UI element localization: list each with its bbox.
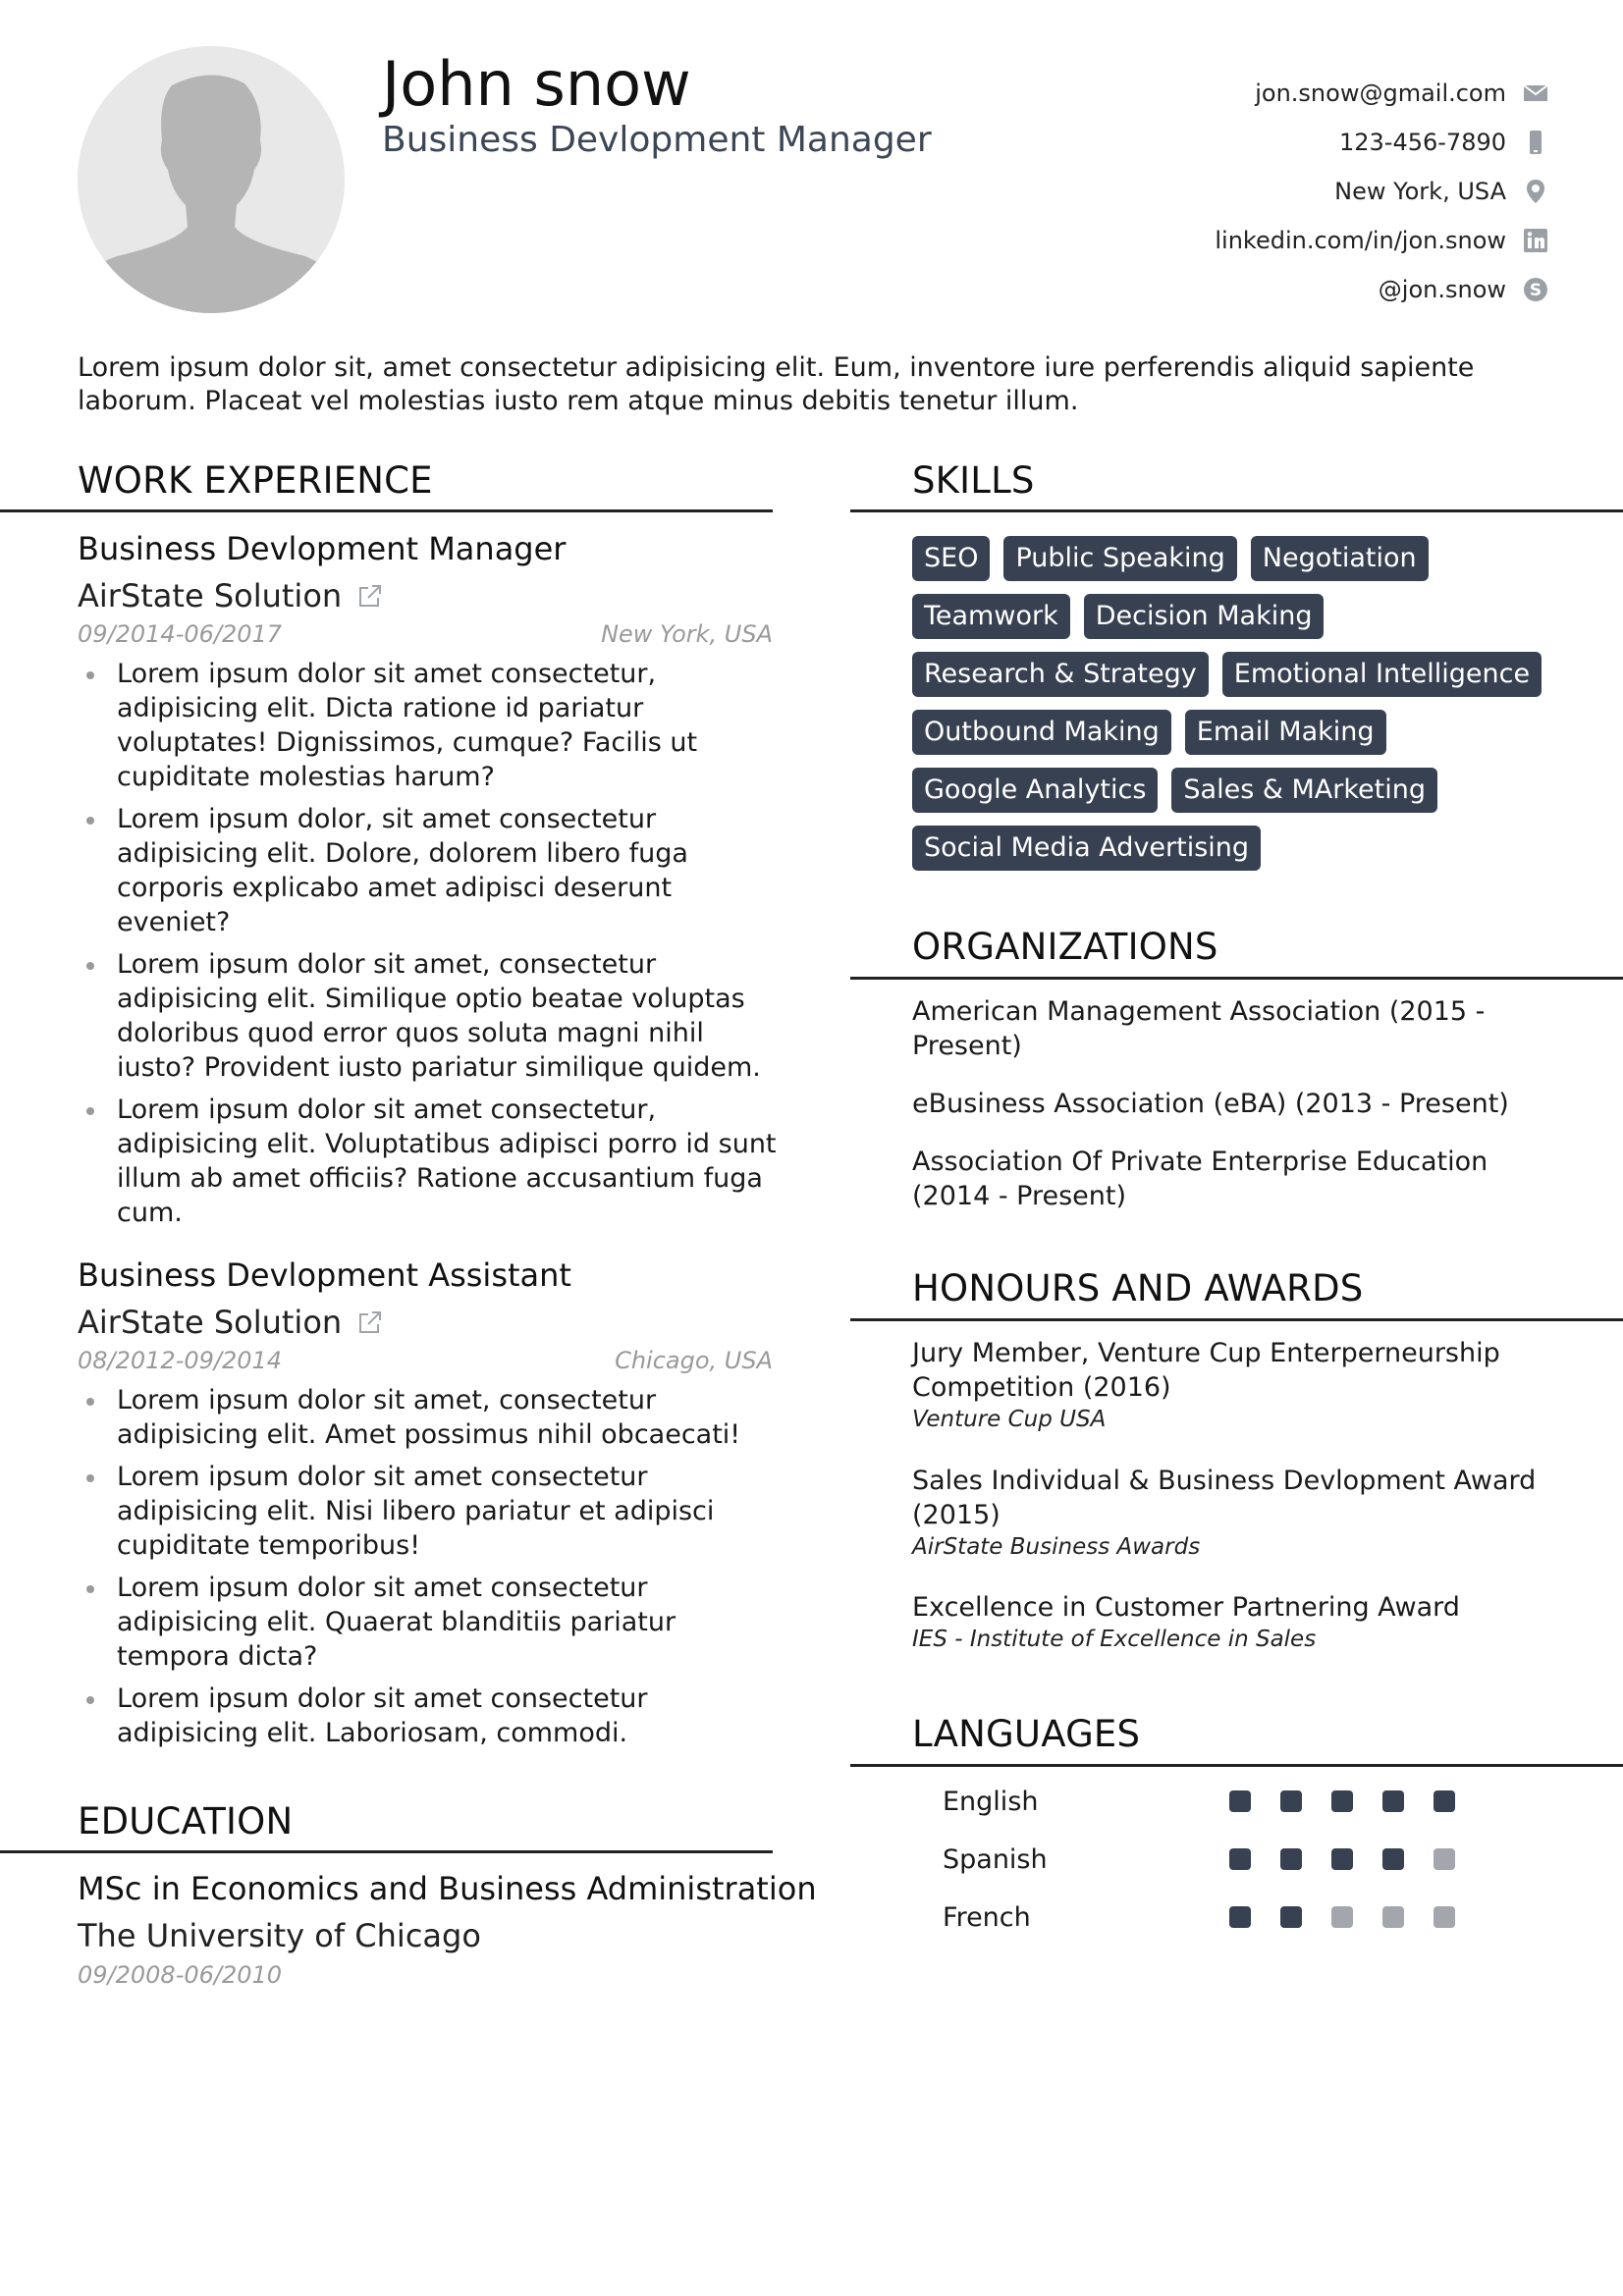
skill-tag: Outbound Making <box>912 710 1171 755</box>
award-title: Excellence in Customer Partnering Award <box>912 1592 1460 1623</box>
level-dot-filled <box>1382 1790 1404 1812</box>
level-dot-empty <box>1434 1848 1455 1870</box>
award-item <box>912 1336 1541 1434</box>
organization-item: American Management Association (2015 - Present) <box>912 996 1486 1061</box>
level-dot-filled <box>1229 1906 1251 1928</box>
list-item: Lorem ipsum dolor sit amet consectetur adipisicing elit. Quaerat blanditiis pariatur tempora dicta? <box>78 1571 784 1674</box>
language-level <box>1229 1848 1455 1870</box>
language-name: English <box>943 1786 1039 1817</box>
education-heading: EDUCATION <box>78 1800 294 1842</box>
job-2-company-name: AirState Solution <box>78 1304 343 1341</box>
award-title: Jury Member, Venture Cup Enterperneurship Competition (2016) <box>912 1338 1500 1403</box>
languages-heading: LANGUAGES <box>912 1713 1141 1755</box>
external-link-icon[interactable] <box>357 1309 383 1335</box>
level-dot-filled <box>1280 1906 1302 1928</box>
contact-location-text: New York, USA <box>1334 178 1506 205</box>
email-icon <box>1523 80 1548 106</box>
skill-tag: Email Making <box>1185 710 1386 755</box>
job-1-meta <box>78 619 773 649</box>
level-dot-filled <box>1382 1848 1404 1870</box>
award-item <box>912 1590 1541 1654</box>
level-dot-filled <box>1280 1790 1302 1812</box>
education-divider <box>0 1850 773 1853</box>
list-item: Lorem ipsum dolor, sit amet consectetur adipisicing elit. Dolore, dolorem libero fuga corporis explicabo amet adipisci deserunt eveniet? <box>78 802 784 939</box>
job-2-location: Chicago, USA <box>615 1347 773 1374</box>
skype-icon <box>1523 277 1548 302</box>
contact-phone[interactable] <box>999 118 1548 167</box>
level-dot-filled <box>1331 1790 1353 1812</box>
summary: Lorem ipsum dolor sit, amet consectetur adipisicing elit. Eum, inventore iure perferendis aliquid sapiente laborum. Placeat vel molestias iusto rem atque minus debitis tenetur illum. <box>78 352 1475 416</box>
job-2-title: Business Devlopment Assistant <box>78 1256 571 1294</box>
organization-item: Association Of Private Enterprise Education (2014 - Present) <box>912 1147 1488 1211</box>
award-organization: IES - Institute of Excellence in Sales <box>912 1627 1317 1652</box>
skills-list <box>912 536 1560 871</box>
skill-tag: Emotional Intelligence <box>1222 652 1542 697</box>
candidate-role: Business Devlopment Manager <box>382 120 932 160</box>
job-1-dates: 09/2014-06/2017 <box>78 620 283 648</box>
location-icon <box>1523 179 1548 204</box>
organizations-divider <box>850 977 1623 980</box>
language-name: Spanish <box>943 1843 1048 1875</box>
job-2-dates: 08/2012-09/2014 <box>78 1347 283 1374</box>
linkedin-icon <box>1523 228 1548 253</box>
contact-location[interactable] <box>999 167 1548 216</box>
skill-tag: Public Speaking <box>1003 536 1236 581</box>
award-organization: AirState Business Awards <box>912 1534 1201 1560</box>
skill-tag: Teamwork <box>912 594 1070 639</box>
organization-item: eBusiness Association (eBA) (2013 - Present) <box>912 1089 1509 1119</box>
skill-tag: SEO <box>912 536 990 581</box>
contact-phone-text: 123-456-7890 <box>1338 129 1506 156</box>
contact-email[interactable] <box>999 69 1548 118</box>
education-dates: 09/2008-06/2010 <box>78 1961 283 1989</box>
language-row <box>943 1840 1492 1879</box>
avatar <box>78 46 345 313</box>
level-dot-filled <box>1280 1848 1302 1870</box>
list-item: Lorem ipsum dolor sit amet consectetur adipisicing elit. Nisi libero pariatur et adipisci cupiditate temporibus! <box>78 1460 784 1563</box>
list-item: Lorem ipsum dolor sit amet, consectetur adipisicing elit. Similique optio beatae voluptas doloribus quod error quos soluta magni nihil iusto? Provident iusto pariatur similique quidem. <box>78 947 784 1085</box>
job-1-title: Business Devlopment Manager <box>78 530 567 567</box>
svg-text:S: S <box>1529 281 1542 300</box>
award-title: Sales Individual & Business Devlopment Award (2015) <box>912 1466 1537 1530</box>
skill-tag: Social Media Advertising <box>912 826 1261 871</box>
job-2-company[interactable] <box>78 1303 383 1342</box>
list-item: Lorem ipsum dolor sit amet consectetur, adipisicing elit. Dicta ratione id pariatur voluptates! Dignissimos, cumque? Facilis ut cupiditate molestias harum? <box>78 657 784 794</box>
level-dot-filled <box>1229 1848 1251 1870</box>
list-item: Lorem ipsum dolor sit amet consectetur, adipisicing elit. Voluptatibus adipisci porro id sunt illum ab amet officiis? Ratione accusantium fuga cum. <box>78 1093 784 1230</box>
job-2-bullets <box>78 1383 784 1758</box>
language-row <box>943 1782 1492 1821</box>
list-item: Lorem ipsum dolor sit amet consectetur adipisicing elit. Laboriosam, commodi. <box>78 1682 784 1750</box>
contact-skype[interactable] <box>999 265 1548 314</box>
language-row <box>943 1897 1492 1937</box>
skill-tag: Google Analytics <box>912 768 1158 813</box>
contact-linkedin[interactable] <box>999 216 1548 265</box>
work-experience-divider <box>0 509 773 512</box>
level-dot-filled <box>1434 1790 1455 1812</box>
awards-divider <box>850 1318 1623 1321</box>
awards-heading: HONOURS AND AWARDS <box>912 1267 1364 1309</box>
contact-linkedin-text: linkedin.com/in/jon.snow <box>1215 227 1506 254</box>
skill-tag: Decision Making <box>1084 594 1325 639</box>
external-link-icon[interactable] <box>357 583 383 609</box>
award-item <box>912 1464 1541 1562</box>
skill-tag: Sales & MArketing <box>1171 768 1437 813</box>
skill-tag: Research & Strategy <box>912 652 1209 697</box>
job-1-bullets <box>78 657 784 1238</box>
level-dot-empty <box>1382 1906 1404 1928</box>
contact-email-text: jon.snow@gmail.com <box>1255 80 1506 107</box>
job-1-company-name: AirState Solution <box>78 577 343 614</box>
language-name: French <box>943 1901 1031 1933</box>
level-dot-filled <box>1229 1790 1251 1812</box>
skill-tag: Negotiation <box>1251 536 1429 581</box>
list-item: Lorem ipsum dolor sit amet, consectetur adipisicing elit. Amet possimus nihil obcaecati! <box>78 1383 784 1452</box>
level-dot-filled <box>1331 1848 1353 1870</box>
language-level <box>1229 1906 1455 1928</box>
level-dot-empty <box>1434 1906 1455 1928</box>
phone-icon <box>1523 130 1548 155</box>
contact-list <box>999 69 1548 314</box>
skills-heading: SKILLS <box>912 459 1035 502</box>
job-1-company[interactable] <box>78 576 383 615</box>
level-dot-empty <box>1331 1906 1353 1928</box>
languages-divider <box>850 1764 1623 1767</box>
job-1-location: New York, USA <box>601 620 773 648</box>
organizations-heading: ORGANIZATIONS <box>912 926 1218 968</box>
education-school: The University of Chicago <box>78 1917 481 1954</box>
work-experience-heading: WORK EXPERIENCE <box>78 459 433 502</box>
avatar-placeholder-icon <box>78 46 345 313</box>
award-organization: Venture Cup USA <box>912 1407 1107 1432</box>
job-2-meta <box>78 1346 773 1375</box>
skills-divider <box>850 509 1623 512</box>
education-degree: MSc in Economics and Business Administration <box>78 1870 817 1907</box>
education-meta <box>78 1960 773 1990</box>
candidate-name: John snow <box>382 48 691 120</box>
language-level <box>1229 1790 1455 1812</box>
contact-skype-text: @jon.snow <box>1378 276 1506 303</box>
